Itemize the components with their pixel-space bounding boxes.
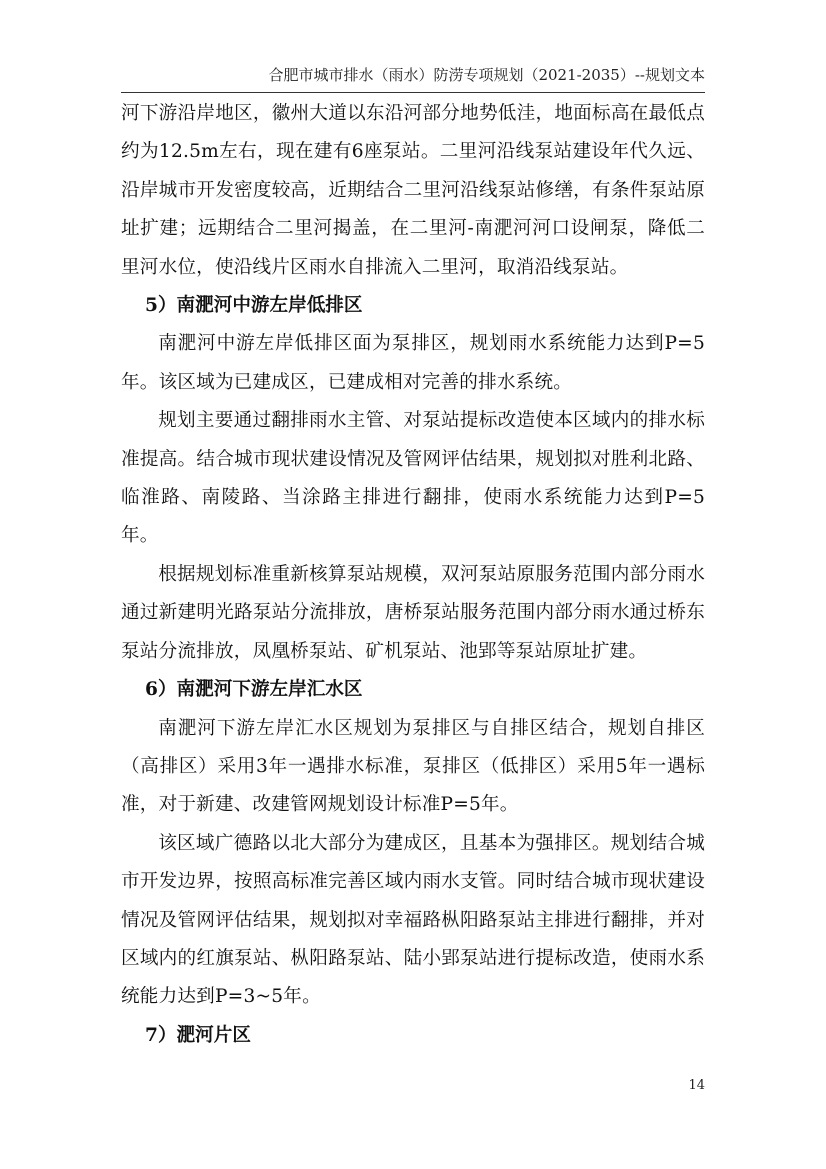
paragraph: 南淝河中游左岸低排区面为泵排区，规划雨水系统能力达到P=5年。该区域为已建成区，已建成相对完善的排水系统。 bbox=[121, 333, 705, 393]
page-number: 14 bbox=[688, 1078, 705, 1093]
paragraph: 规划主要通过翻排雨水主管、对泵站提标改造使本区域内的排水标准提高。结合城市现状建设情况及管网评估结果，规划拟对胜利北路、临淮路、南陵路、当涂路主排进行翻排，使雨水系统能力达到P=5年。 bbox=[121, 410, 705, 547]
page-header-title: 合肥市城市排水（雨水）防涝专项规划（2021-2035）--规划文本 bbox=[268, 66, 705, 84]
section-heading-6: 6）南淝河下游左岸汇水区 bbox=[145, 679, 363, 701]
paragraph: 根据规划标准重新核算泵站规模，双河泵站原服务范围内部分雨水通过新建明光路泵站分流排放，唐桥泵站服务范围内部分雨水通过桥东泵站分流排放，凤凰桥泵站、矿机泵站、池郢等泵站原址扩建。 bbox=[121, 563, 705, 662]
document-body bbox=[121, 95, 705, 1055]
paragraph: 该区域广德路以北大部分为建成区，且基本为强排区。规划结合城市开发边界，按照高标准完善区域内雨水支管。同时结合城市现状建设情况及管网评估结果，规划拟对幸福路枞阳路泵站主排进行翻排，并对区域内的红旗泵站、枞阳路泵站、陆小郢泵站进行提标改造，使雨水系统能力达到P=3~5年。 bbox=[121, 832, 705, 1008]
header-rule bbox=[121, 92, 705, 93]
paragraph-continued: 河下游沿岸地区，徽州大道以东沿河部分地势低洼，地面标高在最低点约为12.5m左右，现在建有6座泵站。二里河沿线泵站建设年代久远、沿岸城市开发密度较高，近期结合二里河沿线泵站修缮，有条件泵站原址扩建；远期结合二里河揭盖，在二里河-南淝河河口设闸泵，降低二里河水位，使沿线片区雨水自排流入二里河，取消沿线泵站。 bbox=[121, 103, 705, 278]
section-heading-5: 5）南淝河中游左岸低排区 bbox=[145, 295, 363, 317]
section-heading-7: 7）淝河片区 bbox=[145, 1024, 251, 1046]
paragraph: 南淝河下游左岸汇水区规划为泵排区与自排区结合，规划自排区（高排区）采用3年一遇排水标准，泵排区（低排区）采用5年一遇标准，对于新建、改建管网规划设计标准P=5年。 bbox=[121, 717, 705, 816]
